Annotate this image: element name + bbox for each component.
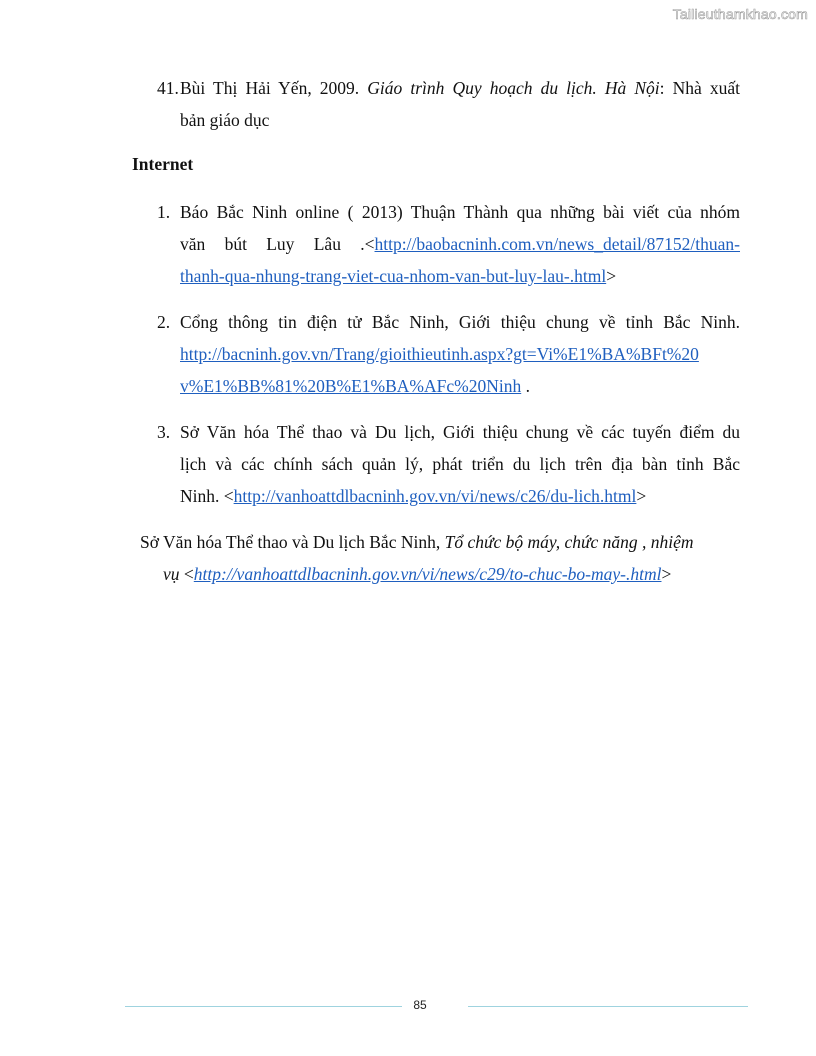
footer-divider-right — [468, 1006, 748, 1007]
reference-line — [180, 370, 740, 402]
list-number: 1. — [157, 202, 171, 222]
reference-text: lịch và các chính sách quản lý, phát triển du lịch trên địa bàn tỉnh Bắc — [180, 454, 740, 474]
reference-line — [180, 260, 740, 292]
internet-reference-item — [157, 416, 740, 512]
reference-text: Sở Văn hóa Thể thao và Du lịch Bắc Ninh, — [140, 532, 445, 552]
list-number: 3. — [157, 422, 171, 442]
page-number: 85 — [413, 998, 427, 1012]
footer-divider-left — [125, 1006, 402, 1007]
reference-41 — [157, 72, 740, 136]
reference-text: Báo Bắc Ninh online ( 2013) Thuận Thành qua những bài viết của nhóm — [180, 202, 740, 222]
watermark: Tailieuthamkhao.com — [672, 6, 808, 22]
reference-suffix: > — [606, 266, 617, 286]
reference-bracket: > — [661, 564, 672, 584]
reference-suffix: > — [636, 486, 647, 506]
standalone-reference — [140, 526, 740, 590]
reference-link-continued[interactable]: thanh-qua-nhung-trang-viet-cua-nhom-van-but-luy-lau-.html — [180, 266, 607, 286]
reference-link[interactable]: http://vanhoattdlbacninh.gov.vn/vi/news/c29/to-chuc-bo-may-.html — [193, 564, 662, 584]
reference-line — [140, 558, 740, 590]
reference-line — [180, 228, 740, 260]
reference-link-continued[interactable]: v%E1%BB%81%20B%E1%BA%AFc%20Ninh — [180, 376, 522, 396]
reference-number: 41. — [157, 78, 179, 98]
reference-line — [180, 480, 740, 512]
section-heading: Internet — [132, 154, 194, 174]
reference-title: Giáo trình Quy hoạch du lịch. Hà Nội — [367, 78, 660, 98]
reference-publisher: : Nhà xuất — [659, 78, 741, 98]
internet-reference-item — [157, 196, 740, 292]
reference-link[interactable]: http://vanhoattdlbacninh.gov.vn/vi/news/c26/du-lich.html — [233, 486, 637, 506]
reference-line — [180, 72, 740, 104]
reference-suffix: . — [521, 376, 530, 396]
list-number: 2. — [157, 312, 171, 332]
reference-author-year: Bùi Thị Hải Yến, 2009. — [180, 78, 368, 98]
reference-text: văn bút Luy Lâu .< — [180, 234, 375, 254]
reference-text: Ninh. < — [180, 486, 234, 506]
reference-publisher-continued: bản giáo dục — [180, 110, 270, 130]
reference-text: Sở Văn hóa Thể thao và Du lịch, Giới thiệu chung về các tuyến điểm du — [180, 422, 740, 442]
reference-title-continued: vụ — [163, 564, 180, 584]
reference-text: Cổng thông tin điện tử Bắc Ninh, Giới thiệu chung về tỉnh Bắc Ninh. — [180, 312, 740, 332]
reference-title: Tổ chức bộ máy, chức năng , nhiệm — [444, 532, 694, 552]
reference-line — [140, 526, 740, 558]
reference-bracket: < — [179, 564, 194, 584]
reference-link[interactable]: http://bacninh.gov.vn/Trang/gioithieutinh.aspx?gt=Vi%E1%BA%BFt%20 — [180, 344, 699, 364]
internet-reference-item — [157, 306, 740, 402]
reference-line — [180, 338, 740, 370]
reference-link[interactable]: http://baobacninh.com.vn/news_detail/87152/thuan- — [374, 234, 740, 254]
